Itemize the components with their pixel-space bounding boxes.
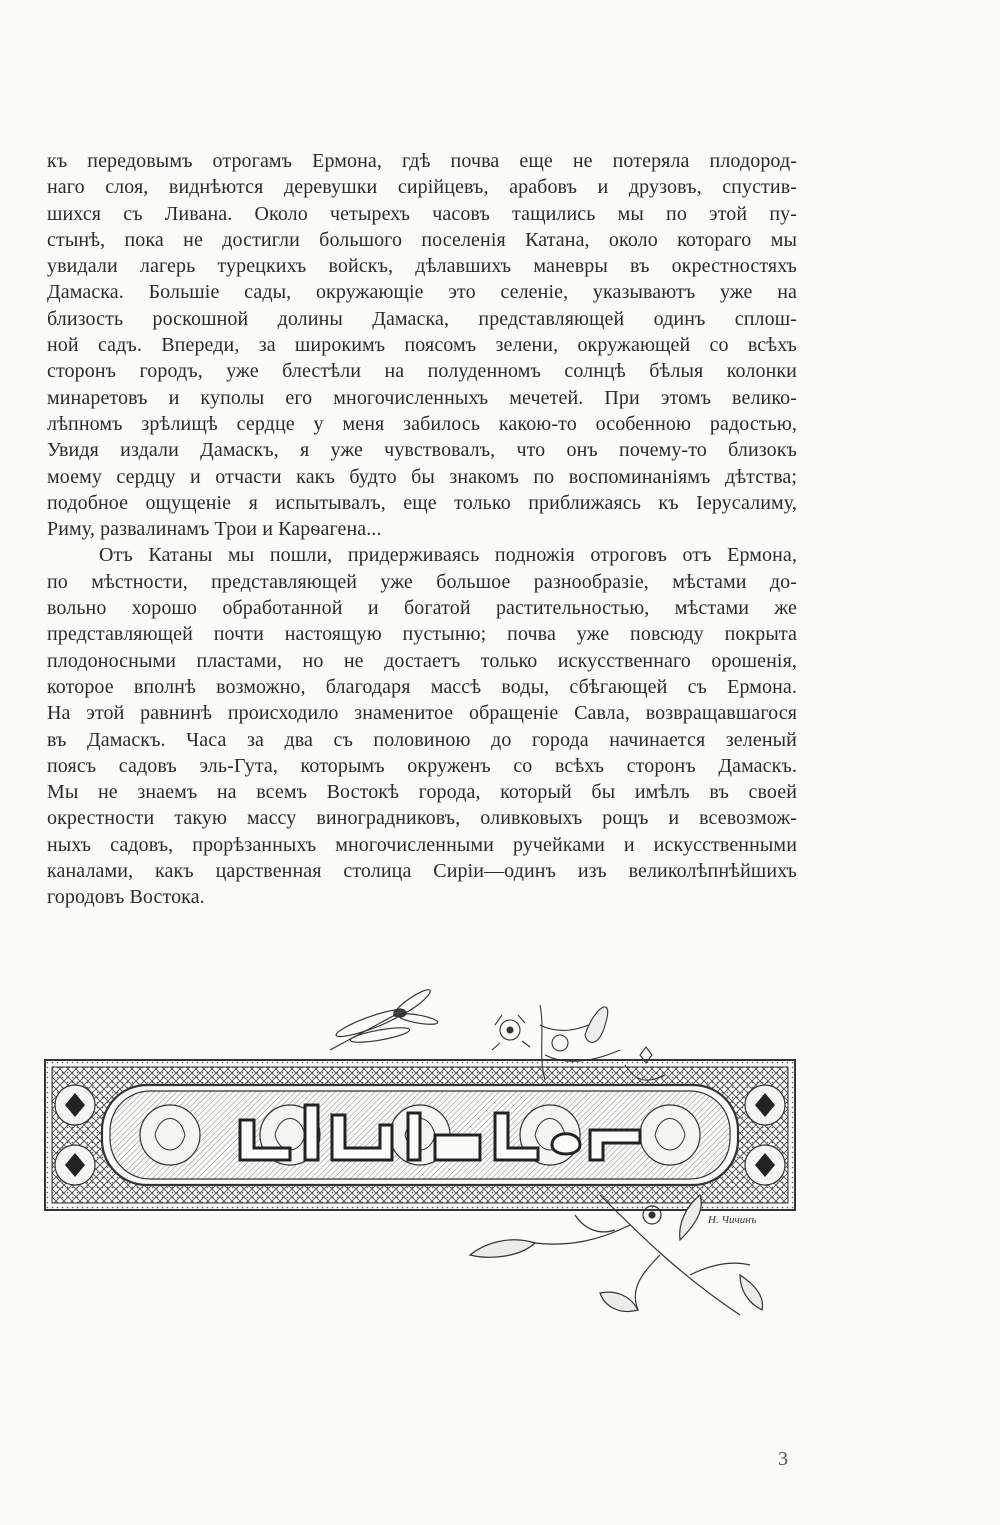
text-line: которое вполнѣ возможно, благодаря массѣ воды, сбѣгающей съ Ермона.: [47, 675, 797, 698]
text-line: минаретовъ и куполы его многочисленныхъ мечетей. При этомъ велико-: [47, 386, 797, 409]
text-line: Дамаска. Большіе сады, окружающіе это селеніе, указываютъ уже на: [47, 281, 797, 304]
page-number: 3: [778, 1448, 788, 1470]
text-line: сторонъ городъ, уже блестѣли на полуденномъ солнцѣ бѣлыя колонки: [47, 360, 797, 383]
dragonfly-icon: [330, 986, 438, 1050]
text-line: по мѣстности, представляющей уже большое разнообразіе, мѣстами до-: [47, 570, 797, 593]
text-line: въ Дамаскъ. Часа за два съ половиною до города начинается зеленый: [47, 728, 797, 751]
text-line: стынѣ, пока не достигли большого поселенія Катана, около котораго мы: [47, 228, 797, 251]
text-line: плодоносными пластами, но не достаетъ только искусственнаго орошенія,: [47, 649, 797, 672]
text-line: Увидя издали Дамаскъ, я уже чувствовалъ, что онъ почему-то близокъ: [47, 439, 797, 462]
text-line: къ передовымъ отрогамъ Ермона, гдѣ почва еще не потеряла плодород-: [47, 150, 797, 172]
text-line: Отъ Катаны мы пошли, придерживаясь подножія отроговъ отъ Ермона,: [99, 544, 797, 567]
text-line: ной садъ. Впереди, за широкимъ поясомъ зелени, окружающей со всѣхъ: [47, 334, 797, 357]
text-line: лѣпномъ зрѣлищѣ сердце у меня забилось какою-то особенною радостью,: [47, 412, 797, 435]
text-line: подобное ощущеніе я испытывалъ, еще только приближаясь къ Іерусалиму,: [47, 491, 797, 514]
text-line: городовъ Востока.: [47, 886, 205, 909]
artist-signature: Н. Чичинъ: [708, 1214, 757, 1226]
text-line: окрестности такую массу виноградниковъ, оливковыхъ рощъ и всевозмож-: [47, 807, 797, 830]
decorative-vignette: [40, 985, 800, 1325]
text-line: наго слоя, виднѣются деревушки сирійцевъ, арабовъ и друзовъ, спустив-: [47, 176, 797, 199]
text-line: Риму, развалинамъ Трои и Карѳагена...: [47, 518, 382, 541]
text-line: поясъ садовъ эль-Гута, которымъ окруженъ со всѣхъ сторонъ Дамаскъ.: [47, 754, 797, 777]
text-line: ныхъ садовъ, прорѣзанныхъ многочисленными ручейками и искусственными: [47, 833, 797, 856]
text-line: Мы не знаемъ на всемъ Востокѣ города, который бы имѣлъ въ своей: [47, 781, 797, 804]
text-line: шихся съ Ливана. Около четырехъ часовъ тащились мы по этой пу-: [47, 202, 797, 225]
ornamental-frame: [45, 1060, 795, 1210]
text-line: каналами, какъ царственная столица Сиріи—одинъ изъ великолѣпнѣйшихъ: [47, 860, 797, 883]
text-line: близость роскошной долины Дамаска, представляющей одинъ сплош-: [47, 307, 797, 330]
text-line: моему сердцу и отчасти какъ будто бы знакомъ по воспоминаніямъ дѣтства;: [47, 465, 797, 488]
flower-branch-bottom: [470, 1195, 763, 1315]
text-line: вольно хорошо обработанной и богатой растительностью, мѣстами же: [47, 597, 797, 620]
text-line: увидали лагерь турецкихъ войскъ, дѣлавшихъ маневры въ окрестностяхъ: [47, 255, 797, 278]
text-line: представляющей почти настоящую пустыню; почва уже повсюду покрыта: [47, 623, 797, 646]
body-text: [47, 148, 797, 911]
text-line: На этой равнинѣ происходило знаменитое обращеніе Савла, возвращавшагося: [47, 702, 797, 725]
